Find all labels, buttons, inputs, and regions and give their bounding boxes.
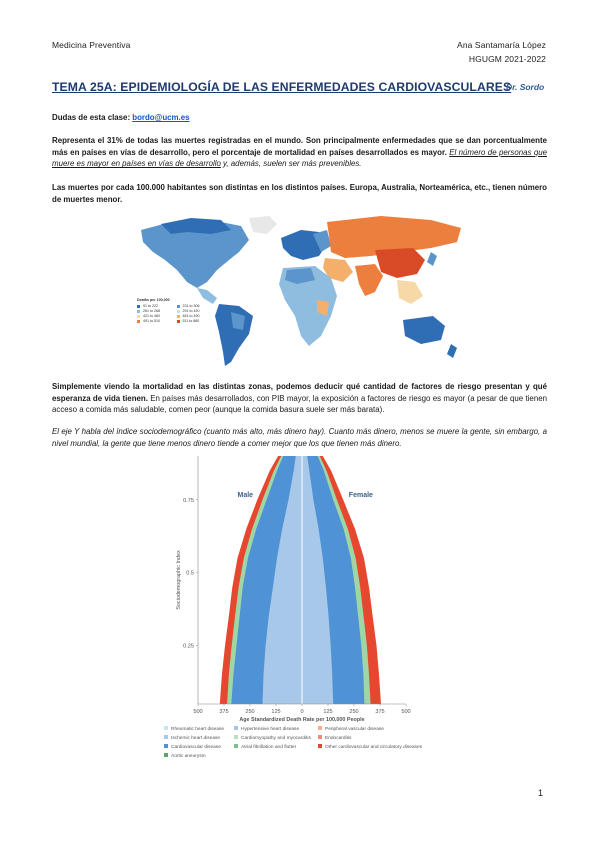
map-legend bbox=[137, 298, 213, 324]
map-legend-swatch bbox=[137, 310, 140, 313]
x-tick-label: 500 bbox=[401, 709, 411, 715]
world-map-figure bbox=[131, 212, 469, 372]
page-number: 1 bbox=[538, 788, 544, 798]
map-legend-label: 491 to 510 bbox=[143, 319, 160, 323]
map-legend-swatch bbox=[177, 315, 180, 318]
legend-swatch bbox=[318, 726, 322, 730]
panel-label-female: Female bbox=[348, 491, 373, 499]
y-tick-label: 0.5 bbox=[186, 570, 194, 577]
legend-swatch bbox=[164, 726, 168, 730]
map-legend-swatch bbox=[177, 305, 180, 308]
contact-email-link[interactable]: bordo@ucm.es bbox=[132, 113, 190, 122]
paragraph-1 bbox=[52, 135, 547, 170]
paragraph-3 bbox=[52, 381, 547, 416]
legend-label: Peripheral vascular disease bbox=[325, 727, 384, 732]
y-tick-label: 0.75 bbox=[183, 497, 194, 504]
author: Dr. Sordo bbox=[506, 82, 545, 92]
legend-label: Aortic aneurysm bbox=[171, 754, 206, 759]
map-legend-title: Deaths per 100,000 bbox=[137, 298, 170, 302]
map-legend-swatch bbox=[137, 320, 140, 323]
map-legend-swatch bbox=[137, 305, 140, 308]
map-legend-label: 511 to 880 bbox=[182, 319, 200, 323]
legend-swatch bbox=[318, 744, 322, 748]
paragraph-3-bold: Simplemente viendo la mortalidad en las distintas zonas, podemos deducir qué cantidad de factores de riesgo presentan y qué esperanza de vida tienen. bbox=[52, 382, 547, 403]
paragraph-1-underlined: El número de personas que muere es mayor en países en vías de desarrollo bbox=[52, 147, 547, 169]
legend-label: Endocarditis bbox=[325, 736, 352, 741]
map-legend-item bbox=[177, 319, 214, 324]
contact-line bbox=[52, 112, 552, 124]
map-legend-label: 421 to 460 bbox=[143, 314, 160, 318]
map-legend-label: 261 to 268 bbox=[143, 309, 160, 313]
legend-swatch bbox=[164, 735, 168, 739]
legend-label: Rheumatic heart disease bbox=[171, 727, 225, 732]
x-tick-label: 375 bbox=[219, 709, 229, 715]
legend-label: Hypertensive heart disease bbox=[241, 727, 300, 732]
map-legend-item bbox=[137, 319, 174, 324]
map-legend-label: 461 to 490 bbox=[182, 314, 200, 318]
legend-label: Other cardiovascular and circulatory diseases bbox=[325, 745, 423, 750]
header-left: Medicina Preventiva bbox=[52, 40, 131, 50]
legend-swatch bbox=[164, 753, 168, 757]
x-tick-label: 250 bbox=[349, 709, 359, 715]
legend-label: Cardiomyopathy and myocarditis bbox=[241, 736, 311, 741]
paragraph-1-italic: y, además, suelen ser más prevenibles. bbox=[220, 159, 362, 169]
x-tick-label: 125 bbox=[271, 709, 281, 715]
map-legend-label: 231 to 306 bbox=[182, 304, 200, 308]
map-legend-label: 91 to 222 bbox=[143, 304, 158, 308]
sdi-chart bbox=[150, 452, 450, 772]
x-tick-label: 125 bbox=[323, 709, 333, 715]
y-axis-label: Sociodemographic Index bbox=[176, 550, 182, 610]
legend-label: Ischemic heart disease bbox=[171, 736, 221, 741]
legend-label: Atrial fibrillation and flutter bbox=[241, 745, 297, 750]
sdi-chart-figure bbox=[150, 452, 450, 772]
legend-swatch bbox=[164, 744, 168, 748]
paragraph-2: Las muertes por cada 100.000 habitantes son distintas en los distintos países. Europa, Australia, Norteamérica, etc., tienen número de muertes menor. bbox=[52, 183, 547, 204]
x-axis-label: Age Standardized Death Rate per 100,000 People bbox=[239, 717, 365, 723]
legend-swatch bbox=[234, 726, 238, 730]
paragraph-4: El eje Y habla del índice sociodemográfico (cuanto más alto, más dinero hay). Cuanto más dinero, menos se muere la gente, sin embargo, a nivel mundial, la gente que tiene menos dinero tiende a comer mejor que los que tienen más dinero. bbox=[52, 427, 547, 448]
y-tick-label: 0.25 bbox=[183, 643, 194, 650]
map-legend-swatch bbox=[177, 310, 180, 313]
map-legend-swatch bbox=[137, 315, 140, 318]
header-right-course: HGUGM 2021-2022 bbox=[468, 54, 546, 64]
legend-swatch bbox=[234, 735, 238, 739]
paragraph-1-bold: Representa el 31% de todas las muertes registradas en el mundo. Son principalmente enfermedades que se dan porcentualmente más en países en vías de desarrollo, pero el porcentaje de mortalidad en países desarrollados es mayor. bbox=[52, 136, 547, 157]
legend-swatch bbox=[234, 744, 238, 748]
x-tick-label: 500 bbox=[193, 709, 203, 715]
contact-label: Dudas de esta clase: bbox=[52, 113, 131, 122]
legend-label: Cardiovascular disease bbox=[171, 745, 221, 750]
header-right-name: Ana Santamaría López bbox=[457, 40, 546, 50]
x-tick-label: 375 bbox=[375, 709, 385, 715]
legend-swatch bbox=[318, 735, 322, 739]
map-legend-swatch bbox=[177, 320, 180, 323]
paragraph-3-rest: En países más desarrollados, con PIB mayor, la exposición a factores de riesgo es mayor (a pesar de que tienen acceso a comida más saludable, comen peor (aunque la comida basura suele ser más barata). bbox=[52, 393, 547, 415]
x-tick-label: 250 bbox=[245, 709, 255, 715]
panel-label-male: Male bbox=[237, 491, 254, 499]
page-title: TEMA 25A: EPIDEMIOLOGÍA DE LAS ENFERMEDADES CARDIOVASCULARES bbox=[52, 80, 512, 94]
x-tick-label: 0 bbox=[300, 709, 304, 715]
world-map bbox=[131, 212, 469, 372]
map-legend-label: 291 to 420 bbox=[182, 309, 200, 313]
